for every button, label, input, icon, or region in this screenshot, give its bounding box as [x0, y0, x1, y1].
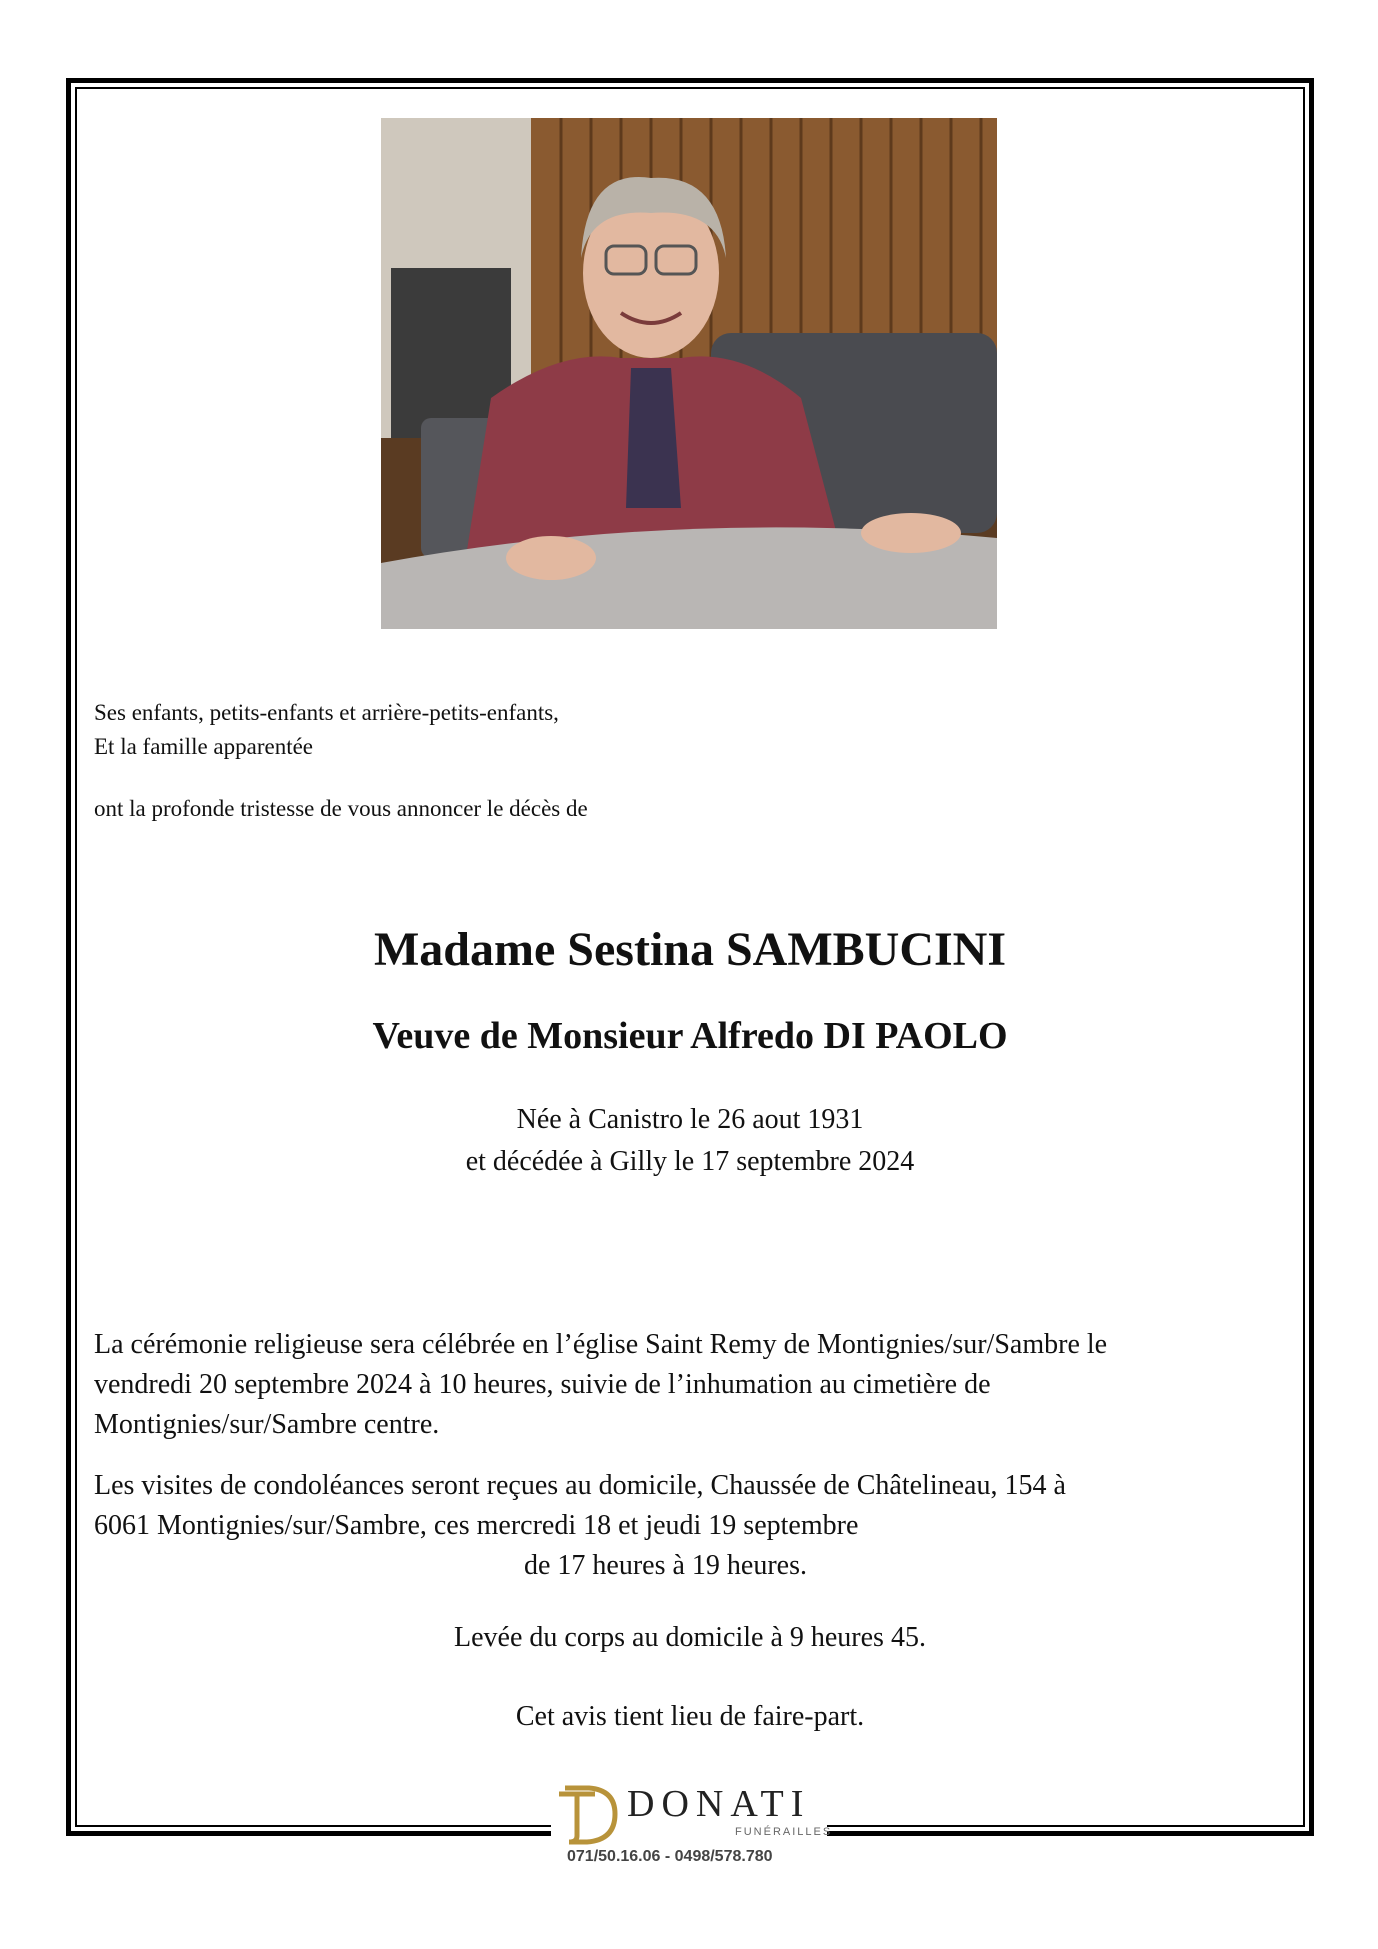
visits-line: de 17 heures à 19 heures.: [524, 1550, 808, 1581]
birth-line: Née à Canistro le 26 aout 1931: [516, 1104, 864, 1135]
logo-phone-numbers: 071/50.16.06 - 0498/578.780: [567, 1848, 773, 1865]
visits-line: Les visites de condoléances seront reçues au domicile, Chaussée de Châtelineau, 154 à: [94, 1470, 1066, 1501]
death-line: et décédée à Gilly le 17 septembre 2024: [465, 1146, 915, 1177]
logo-subtitle: FUNÉRAILLES: [735, 1826, 833, 1838]
life-dates: [75, 1099, 1305, 1183]
visits-line: 6061 Montignies/sur/Sambre, ces mercredi 18 et jeudi 19 septembre: [94, 1510, 859, 1541]
portrait-photo: [381, 118, 997, 629]
intro-line-family: Et la famille apparentée: [94, 734, 314, 759]
spouse-line: Veuve de Monsieur Alfredo DI PAOLO: [372, 1015, 1008, 1057]
ceremony-line: La cérémonie religieuse sera célébrée en l’église Saint Remy de Montignies/sur/Sambre le: [94, 1329, 1108, 1360]
intro-text: [94, 696, 994, 826]
donati-logo: [551, 1776, 833, 1886]
logo-name: DONATI: [627, 1783, 811, 1825]
donati-monogram-icon: [555, 1780, 621, 1846]
faire-part-text: Cet avis tient lieu de faire-part.: [515, 1701, 865, 1732]
deceased-name: Madame Sestina SAMBUCINI: [373, 923, 1006, 976]
ceremony-line: vendredi 20 septembre 2024 à 10 heures, suivie de l’inhumation au cimetière de: [94, 1369, 991, 1400]
ceremony-paragraph: [94, 1325, 1294, 1445]
ceremony-line: Montignies/sur/Sambre centre.: [94, 1409, 440, 1440]
intro-line-children: Ses enfants, petits-enfants et arrière-petits-enfants,: [94, 700, 559, 725]
intro-line-announce: ont la profonde tristesse de vous annoncer le décès de: [94, 796, 588, 821]
levee-text: Levée du corps au domicile à 9 heures 45.: [454, 1622, 926, 1653]
visits-paragraph: [94, 1466, 1294, 1586]
